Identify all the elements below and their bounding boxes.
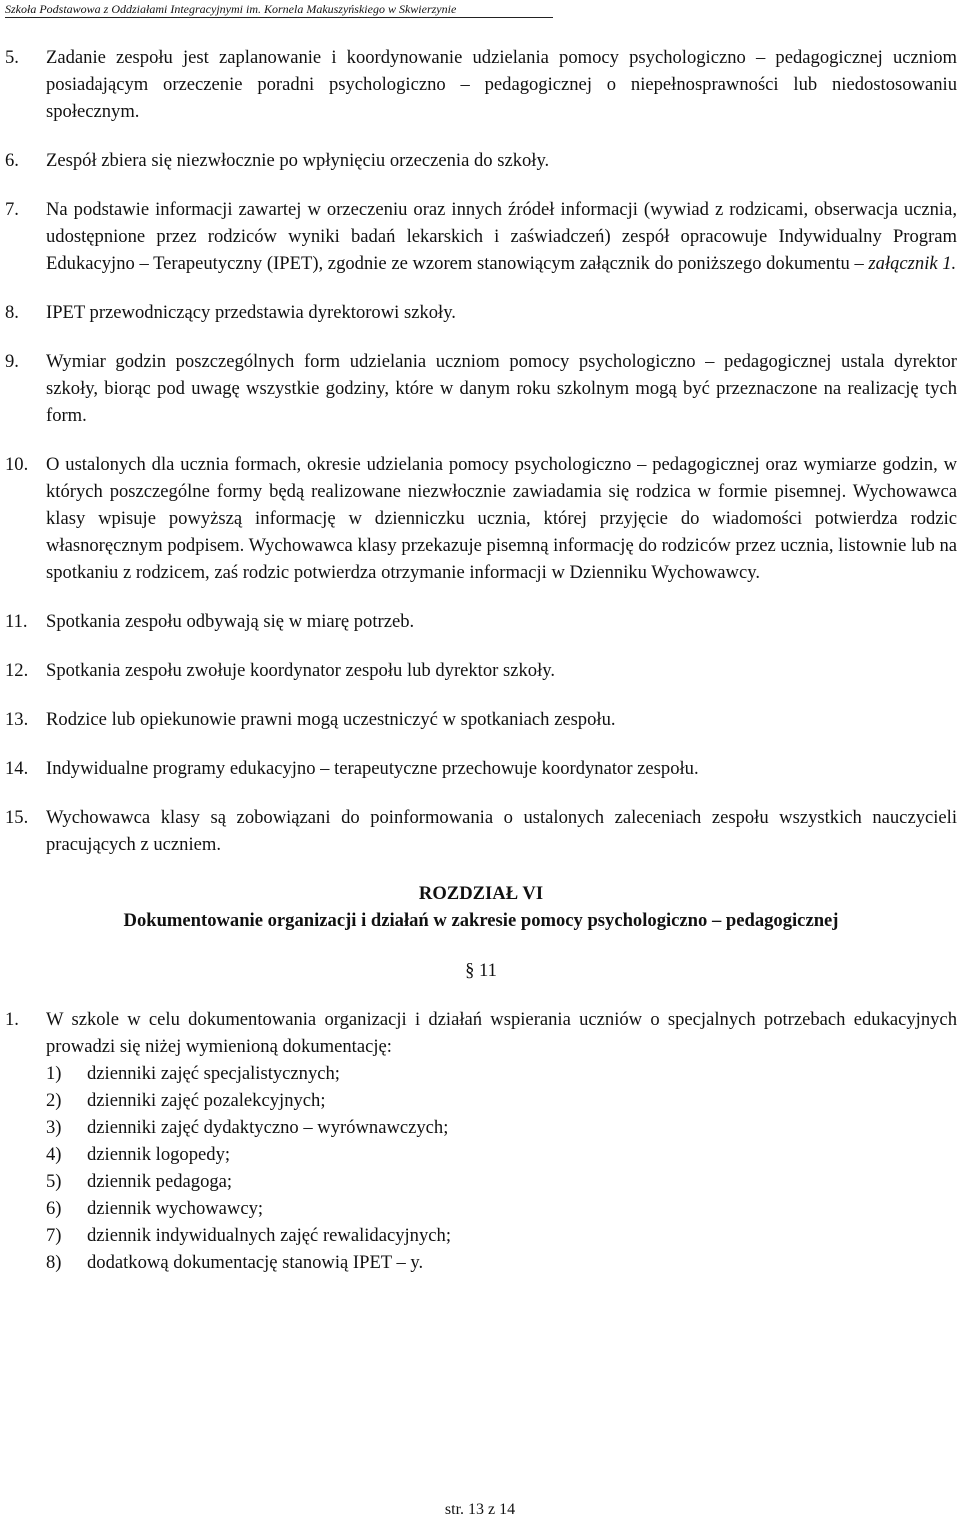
paragraph-number: 10. — [5, 454, 29, 475]
page-footer — [0, 1500, 960, 1520]
paragraph-6 — [5, 147, 957, 174]
list-item-text: dzienniki zajęć specjalistycznych; — [87, 1063, 340, 1084]
list-item-text: dziennik wychowawcy; — [87, 1198, 264, 1219]
paragraph-number: 5. — [5, 47, 19, 68]
paragraph-number: 7. — [5, 199, 19, 220]
paragraph-7 — [5, 196, 957, 277]
list-item — [46, 1060, 957, 1087]
list-item — [46, 1087, 957, 1114]
paragraph-11 — [5, 608, 957, 635]
paragraph-9 — [5, 348, 957, 429]
paragraph-number: 13. — [5, 709, 29, 730]
paragraph-text: Zadanie zespołu jest zaplanowanie i koordynowanie udzielania pomocy psychologiczno – pedagogicznej uczniom posiadającym orzeczenie poradni psychologiczno – pedagogicznej o niepełnosprawności lub niedostosowaniu społecznym. — [46, 47, 957, 122]
list-item-text: dodatkową dokumentację stanowią IPET – y. — [87, 1252, 424, 1273]
section-paragraph-1 — [5, 1006, 957, 1060]
paragraph-number: 12. — [5, 660, 29, 681]
paragraph-text: Zespół zbiera się niezwłocznie po wpłynięciu orzeczenia do szkoły. — [46, 150, 550, 171]
list-item-text: dzienniki zajęć pozalekcyjnych; — [87, 1090, 326, 1111]
list-item — [46, 1222, 957, 1249]
list-item-number: 5) — [46, 1171, 62, 1192]
running-header — [5, 0, 553, 18]
list-item-text: dziennik indywidualnych zajęć rewalidacyjnych; — [87, 1225, 451, 1246]
paragraph-10 — [5, 451, 957, 586]
list-item — [46, 1249, 957, 1276]
attachment-reference: załącznik 1. — [868, 253, 957, 274]
paragraph-text: Rodzice lub opiekunowie prawni mogą uczestniczyć w spotkaniach zespołu. — [46, 709, 616, 730]
list-item-number: 8) — [46, 1252, 62, 1273]
list-item-text: dziennik pedagoga; — [87, 1171, 233, 1192]
paragraph-text: Spotkania zespołu odbywają się w miarę potrzeb. — [46, 611, 415, 632]
list-item-number: 3) — [46, 1117, 62, 1138]
documentation-list — [5, 1060, 957, 1276]
chapter-subtitle: Dokumentowanie organizacji i działań w zakresie pomocy psychologiczno – pedagogicznej — [123, 910, 839, 931]
paragraph-number: 14. — [5, 758, 29, 779]
list-item-text: dzienniki zajęć dydaktyczno – wyrównawczych; — [87, 1117, 449, 1138]
header-rule — [5, 17, 553, 18]
paragraph-text: IPET przewodniczący przedstawia dyrektorowi szkoły. — [46, 302, 456, 323]
paragraph-text: Na podstawie informacji zawartej w orzeczeniu oraz innych źródeł informacji (wywiad z rodzicami, obserwacja ucznia, udostępnione przez rodziców wyniki badań lekarskich i zaświadczeń) zespół opracowuje Indywidualny Program Edukacyjno – Terapeutyczny (IPET), zgodnie ze wzorem stanowiącym załącznik do poniższego dokumentu – — [46, 199, 957, 274]
paragraph-13 — [5, 706, 957, 733]
paragraph-number: 8. — [5, 302, 19, 323]
list-item — [46, 1195, 957, 1222]
paragraph-number: 6. — [5, 150, 19, 171]
list-item — [46, 1114, 957, 1141]
paragraph-text: O ustalonych dla ucznia formach, okresie udzielania pomocy psychologiczno – pedagogicznej oraz wymiarze godzin, w których poszczególne formy będą realizowane niezwłocznie zawiadamia się rodzica w formie pisemnej. Wychowawca klasy wpisuje powyższą informację w dzienniczku ucznia, której przyjęcie do wiadomości potwierdza rodzic własnoręcznym podpisem. Wychowawca klasy przekazuje pisemną informację do rodziców przez ucznia, listownie lub na spotkaniu z rodzicem, zaś rodzic potwierdza otrzymanie informacji w Dzienniku Wychowawcy. — [46, 454, 957, 583]
paragraph-text: Indywidualne programy edukacyjno – terapeutyczne przechowuje koordynator zespołu. — [46, 758, 699, 779]
paragraph-5 — [5, 44, 957, 125]
paragraph-text: Wychowawca klasy są zobowiązani do poinformowania o ustalonych zaleceniach zespołu wszystkich nauczycieli pracujących z uczniem. — [46, 807, 957, 855]
chapter-title: ROZDZIAŁ VI — [418, 883, 544, 904]
list-item — [46, 1141, 957, 1168]
list-item-number: 4) — [46, 1144, 62, 1165]
list-item-number: 2) — [46, 1090, 62, 1111]
list-item — [46, 1168, 957, 1195]
section-heading: § 11 — [465, 960, 497, 981]
document-body — [5, 44, 957, 1276]
paragraph-15 — [5, 804, 957, 858]
paragraph-number: 1. — [5, 1009, 19, 1030]
list-item-number: 1) — [46, 1063, 62, 1084]
list-item-number: 7) — [46, 1225, 62, 1246]
paragraph-12 — [5, 657, 957, 684]
paragraph-number: 9. — [5, 351, 19, 372]
paragraph-text: Wymiar godzin poszczególnych form udzielania uczniom pomocy psychologiczno – pedagogicznej ustala dyrektor szkoły, biorąc pod uwagę wszystkie godziny, które w danym roku szkolnym mogą być przeznaczone na realizację tych form. — [46, 351, 957, 426]
school-name: Szkoła Podstawowa z Oddziałami Integracyjnymi im. Kornela Makuszyńskiego w Skwierzynie — [5, 2, 457, 16]
paragraph-14 — [5, 755, 957, 782]
paragraph-number: 11. — [5, 611, 28, 632]
paragraph-number: 15. — [5, 807, 29, 828]
page-number: str. 13 z 14 — [444, 1501, 516, 1518]
list-item-number: 6) — [46, 1198, 62, 1219]
paragraph-text: Spotkania zespołu zwołuje koordynator zespołu lub dyrektor szkoły. — [46, 660, 555, 681]
paragraph-text: W szkole w celu dokumentowania organizacji i działań wspierania uczniów o specjalnych potrzebach edukacyjnych prowadzi się niżej wymienioną dokumentację: — [46, 1009, 957, 1057]
paragraph-8 — [5, 299, 957, 326]
list-item-text: dziennik logopedy; — [87, 1144, 231, 1165]
